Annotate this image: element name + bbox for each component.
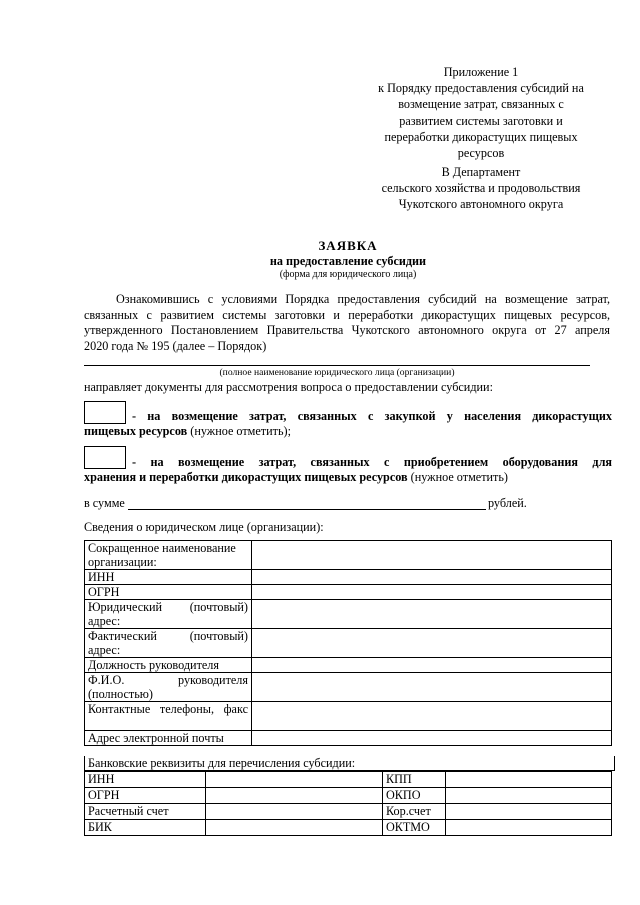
row-value-field[interactable] (252, 600, 612, 629)
addressee-block (350, 164, 612, 213)
option-2-text (84, 455, 612, 485)
bank-left-value[interactable] (206, 772, 383, 788)
bank-left-value[interactable] (206, 804, 383, 820)
bank-right-value[interactable] (446, 788, 612, 804)
annex-reference (350, 64, 612, 161)
bank-left-label: ИНН (85, 772, 206, 788)
table-row (85, 585, 612, 600)
bank-right-label: КПП (383, 772, 446, 788)
table-row (85, 788, 612, 804)
annex-line: развитием системы заготовки и (399, 113, 563, 128)
table-row (85, 731, 612, 746)
table-row (85, 820, 612, 836)
row-value-field[interactable] (252, 570, 612, 585)
table-row (85, 570, 612, 585)
row-value-field[interactable] (252, 629, 612, 658)
table-row (85, 702, 612, 731)
org-info-table (84, 540, 612, 746)
option-1-line1: - на возмещение затрат, связанных с закупкой у населения дикорастущих (132, 409, 612, 423)
row-value-field[interactable] (252, 731, 612, 746)
intro-paragraph (84, 292, 610, 355)
row-value-field[interactable] (252, 702, 612, 731)
table-row (85, 629, 612, 658)
intro-line: 2020 года № 195 (далее – Порядок) (84, 339, 267, 354)
row-label: Адрес электронной почты (85, 731, 252, 746)
row-value-field[interactable] (252, 541, 612, 570)
table-row (85, 600, 612, 629)
bank-left-value[interactable] (206, 820, 383, 836)
annex-line: ресурсов (457, 146, 505, 161)
bank-left-label: Расчетный счет (85, 804, 206, 820)
option-2-line1: - на возмещение затрат, связанных с приобретением оборудования для (132, 455, 612, 469)
bank-left-label: БИК (85, 820, 206, 836)
row-label: Контактные телефоны, факс (85, 702, 252, 731)
option-2-note: (нужное отметить) (407, 470, 508, 485)
row-label: Фактический (почтовый) адрес: (85, 629, 252, 658)
row-label: Ф.И.О. руководителя (полностью) (85, 673, 252, 702)
intro-line: Ознакомившись с условиями Порядка предоставления субсидий на возмещение затрат, (116, 292, 610, 306)
annex-line: к Порядку предоставления субсидий на (378, 81, 584, 96)
annex-line: возмещение затрат, связанных с (398, 97, 564, 112)
addressee-line: В Департамент (441, 165, 521, 179)
row-label: ИНН (85, 570, 252, 585)
row-value-field[interactable] (252, 658, 612, 673)
bank-left-label: ОГРН (85, 788, 206, 804)
bank-right-label: ОКПО (383, 788, 446, 804)
bank-details-heading: Банковские реквизиты для перечисления субсидии: (84, 756, 615, 771)
option-1-note: (нужное отметить); (187, 424, 291, 439)
table-row (85, 541, 612, 570)
row-label: Сокращенное наименование организации: (85, 541, 252, 570)
table-row (85, 772, 612, 788)
sum-label: в сумме (84, 496, 125, 510)
annex-line: Приложение 1 (443, 65, 519, 79)
bank-right-value[interactable] (446, 820, 612, 836)
intro-line: связанных с развитием системы заготовки и переработки дикорастущих пищевых ресурсов, (84, 307, 610, 322)
org-name-caption: (полное наименование юридического лица (организации) (219, 367, 455, 378)
addressee-line: сельского хозяйства и продовольствия (381, 181, 581, 196)
document-title: ЗАЯВКА (318, 238, 378, 253)
sum-input-field[interactable] (128, 509, 486, 510)
option-2-line2: хранения и переработки дикорастущих пищевых ресурсов (84, 470, 408, 485)
bank-right-value[interactable] (446, 804, 612, 820)
bank-right-value[interactable] (446, 772, 612, 788)
sum-unit: рублей. (488, 496, 527, 510)
sends-documents-text: направляет документы для рассмотрения вопроса о предоставлении субсидии: (84, 380, 493, 394)
option-1-line2: пищевых ресурсов (84, 424, 188, 439)
org-name-field[interactable] (84, 364, 590, 366)
annex-line: переработки дикорастущих пищевых (384, 129, 578, 144)
bank-right-label: ОКТМО (383, 820, 446, 836)
document-subtitle: на предоставление субсидии (269, 254, 427, 268)
table-row (85, 804, 612, 820)
org-info-heading: Сведения о юридическом лице (организации): (84, 520, 324, 534)
option-1-text (84, 409, 612, 439)
bank-right-label: Кор.счет (383, 804, 446, 820)
row-value-field[interactable] (252, 585, 612, 600)
bank-details-table (84, 771, 612, 836)
bank-left-value[interactable] (206, 788, 383, 804)
row-label: Юридический (почтовый) адрес: (85, 600, 252, 629)
intro-line: утвержденного Постановлением Правительства Чукотского автономного округа от 27 апреля (84, 323, 610, 338)
addressee-line: Чукотского автономного округа (398, 197, 564, 212)
row-value-field[interactable] (252, 673, 612, 702)
form-type-note: (форма для юридического лица) (279, 269, 417, 280)
row-label: Должность руководителя (85, 658, 252, 673)
table-row (85, 658, 612, 673)
table-row (85, 673, 612, 702)
row-label: ОГРН (85, 585, 252, 600)
